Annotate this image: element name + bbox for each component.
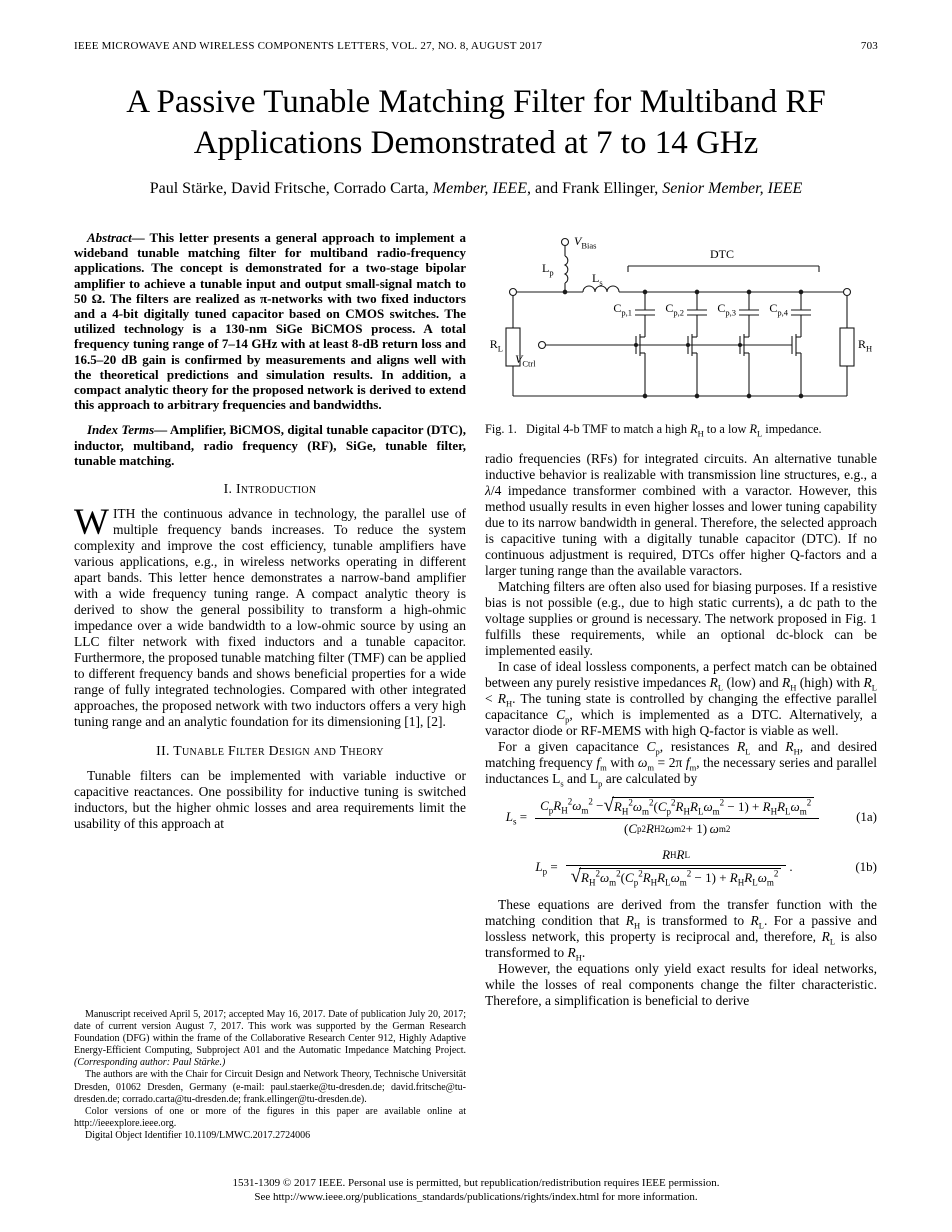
right-paragraph-5: These equations are derived from the transfer function with the matching condition that $R_H$ is transformed to $R_L$. For a passive and lossless network, this property is reciprocal and, therefore, $R_L$ is also transformed to $R_H$.: [485, 896, 878, 963]
left-column: [74, 230, 466, 1142]
index-terms: [74, 422, 466, 468]
equation-1b-radicand: $R_H^2\omega_m^2(C_p^2R_HR_L\omega_m^2 - 1) + R_HR_L\omega_m^2$: [579, 868, 781, 887]
dtc-branch-3: [739, 290, 759, 398]
two-column-body: [74, 230, 878, 1142]
equation-1b-period: .: [789, 858, 793, 874]
sqrt-radical: [604, 797, 815, 816]
label-cp4: $C_{p,4}$: [769, 301, 788, 318]
equation-1a-number: (1a): [856, 808, 877, 824]
copyright-footer: [0, 1176, 952, 1204]
abstract-label: Abstract—: [87, 230, 145, 245]
equation-1b-numerator: R H R L: [662, 846, 690, 862]
left-port-terminal: [510, 289, 517, 296]
journal-title: IEEE MICROWAVE AND WIRELESS COMPONENTS LETTERS, VOL. 27, NO. 8, AUGUST 2017: [74, 40, 543, 52]
right-paragraph-1: radio frequencies (RFs) for integrated circuits. An alternative tunable inductive behavior is realizable with transmission line structures, e.g., a λ/4 impedance transformer combined with a varactor. However, this method usually results in even higher losses and lower tuning capability due to its narrow bandwidth in general. Therefore, the selected approach is capacitive tuning with a digitally tunable capacitor (DTC). If no continuous adjustment is required, DTCs offer higher Q-factors and a larger tuning range than the available varactors.: [485, 451, 877, 578]
abstract: [74, 230, 466, 412]
figure-1-caption: Fig. 1. Digital 4-b TMF to match a high $R_H$ to a low $R_L$ impedance.: [485, 422, 822, 439]
equation-1b: [485, 847, 877, 887]
dtc-branch-4: [791, 290, 811, 398]
right-paragraph-6: However, the equations only yield exact results for ideal networks, while the losses of real components change the filter characteristic. Therefore, a simplification is beneficial to derive: [485, 960, 877, 1008]
paper-title: A Passive Tunable Matching Filter for Multiband RF Applications Demonstrated at 7 to 14 GHz: [126, 84, 826, 161]
authors-line: Paul Stärke, David Fritsche, Corrado Carta, Member, IEEE, and Frank Ellinger, Senior Member, IEEE: [149, 180, 803, 197]
right-paragraph-2: Matching filters are often also used for biasing purposes. If a resistive bias is not possible (e.g., due to high static currents), a dc path to the voltage supplies or ground is necessary. The network proposed in Fig. 1 fulfills these requirements, while an optional dc-block can be implemented easily.: [485, 579, 877, 658]
abstract-text: This letter presents a general approach to implement a wideband tunable matching filter for multiband radio-frequency applications. The concept is demonstrated for a two-stage bipolar amplifier to achieve a tunable input and output small-signal match to 50 Ω. The filters are realized as π-networks with two fixed inductors and a 4-bit digitally tuned capacitor based on CMOS switches. The utilized technology is a 130-nm SiGe BiCMOS process. A total frequency tuning range of 7–14 GHz with at least 8-dB return loss and 16.5–20 dB gain is confirmed by measurements and aligns well with the theoretical predictions and simulation results. In addition, a compact analytic theory for the proposed network is derived to extend this approach to arbitrary frequencies and bandwidths.: [74, 230, 466, 413]
resistor-rl: [506, 296, 520, 397]
label-cp3: $C_{p,3}$: [717, 301, 736, 318]
resistor-rh: [840, 296, 854, 397]
footnote-affiliation: The authors are with the Chair for Circuit Design and Network Theory, Technische Universität Dresden, 01062 Dresden, Germany (e-mail: paul.staerke@tu-dresden.de; david.fritsche@tu-dresden.de; corrado.carta@tu-dresden.de; frank.ellinger@tu-dresden.de).: [74, 1069, 466, 1105]
right-paragraph-4: For a given capacitance $C_p$, resistances $R_L$ and $R_H$, and desired matching frequency $f_m$ with $\omega_m = 2\pi$ $f_m$, the necessary series and parallel inductances $L_s$ and $L_p$ are calculated by: [485, 739, 877, 789]
label-dtc: DTC: [710, 247, 734, 261]
intro-paragraph: [74, 502, 466, 730]
equation-1a-lhs: $L_s$ =: [505, 808, 528, 827]
vbias-terminal: [562, 239, 569, 246]
equation-1a-radicand: $R_H^2\omega_m^2(C_p^2R_HR_L\omega_m^2 - 1) + R_HR_L\omega_m^2$: [612, 797, 814, 816]
label-vctrl: $V_{Ctrl}$: [515, 352, 536, 369]
dtc-branch-2: [687, 290, 707, 398]
equation-1b-number: (1b): [855, 858, 877, 874]
page-number: 703: [860, 40, 878, 52]
running-head: [74, 40, 878, 52]
label-rh: $R_H$: [858, 337, 873, 354]
section2-paragraph: Tunable filters can be implemented with variable inductive or capacitive reactances. One possibility for inductive tuning is switched inductors, but the higher ohmic losses and area requirements limit the usability of this approach at: [74, 768, 466, 832]
right-port-terminal: [844, 289, 851, 296]
intro-text: the continuous advance in technology, the parallel use of multiple frequency bands increases. To reduce the system complexity and improve the cost efficiency, tunable amplifiers have various applications, e.g., in wireless networks operating in different apart bands. This letter hence demonstrates a narrow-band amplifier with a wide frequency tuning range. A compact analytic theory is derived to show the general possibility to transform a high-ohmic impedance over a wide bandwidth to a low-ohmic source by using an LLC filter network with fixed inductors and a tunable capacitor. Furthermore, the proposed tunable matching filter (TMF) can be applied to different frequency bands and shows beneficial properties for a wide range of fully integrated technologies. Compared with other integrated approaches, the proposed network with two inductors offers a very high tuning range and an analytic foundation for its dimensioning [1], [2].: [74, 506, 466, 730]
intro-lead: ITH: [112, 506, 136, 522]
label-lp: $L_p$: [542, 261, 554, 278]
index-terms-text: Amplifier, BiCMOS, digital tunable capacitor (DTC), inductor, multiband, radio frequency (RF), SiGe, tunable filter, tunable matching.: [74, 422, 466, 468]
footnote-doi: Digital Object Identifier 10.1109/LMWC.2017.2724006: [85, 1129, 311, 1141]
bias-branch: [562, 239, 569, 294]
equation-1b-lhs: $L_p$ =: [535, 858, 558, 877]
footnote-color-versions: Color versions of one or more of the figures in this paper are available online at http://ieeexplore.ieee.org.: [74, 1105, 466, 1129]
equation-1a-fraction: [535, 797, 819, 837]
label-cp2: $C_{p,2}$: [665, 301, 684, 318]
sqrt-radical: [570, 865, 782, 888]
label-ls: $L_s$: [592, 271, 603, 288]
label-vbias: $V_{Bias}$: [574, 234, 597, 251]
radical-sign: √: [603, 795, 614, 816]
section-heading-tunable-filter: II. Tunable Filter Design and Theory: [156, 743, 384, 759]
section-heading-introduction: I. Introduction: [223, 481, 317, 497]
copyright-line-1: 1531-1309 © 2017 IEEE. Personal use is permitted, but republication/redistribution requires IEEE permission.: [232, 1177, 720, 1189]
figure-1-circuit-diagram: [485, 230, 875, 410]
dtc-bracket: [628, 266, 819, 272]
footnote-manuscript: Manuscript received April 5, 2017; accepted May 16, 2017. Date of publication July 20, 2017; date of current version August 7, 2017. This work was supported by the German Research Foundation (DFG) within the frame of the Collaborative Research Center 912, Highly Adaptive Energy-Efficient Computing, Subproject A01 and the Automatic Impedance Matching Project. (Corresponding author: Paul Stärke.): [74, 1008, 466, 1069]
right-paragraph-3: In case of ideal lossless components, a perfect match can be obtained between any purely resistive impedances $R_L$ (low) and $R_H$ (high) with $R_L < R_H$. The tuning state is controlled by changing the effective parallel capacitance $C_p$, which is implemented as a DTC. Alternatively, a varactor diode or RF-MEMS with high Q-factor is viable as well.: [485, 659, 878, 738]
inductor-lp: [565, 256, 568, 283]
equation-1a-denominator: ( C p 2 R H 2 ω m 2 + 1) ω m 2: [535, 818, 819, 837]
label-rl: $R_L$: [489, 337, 503, 354]
label-cp1: $C_{p,1}$: [613, 301, 632, 318]
copyright-line-2: See http://www.ieee.org/publications_standards/publications/rights/index.html for more information.: [254, 1191, 698, 1203]
equation-1a: [485, 797, 877, 837]
equation-1b-fraction: [566, 847, 787, 887]
first-page-footnotes: [74, 1009, 466, 1142]
index-terms-label: Index Terms—: [87, 422, 168, 438]
control-bus: [539, 342, 793, 349]
figure-1: [485, 230, 877, 437]
vctrl-terminal: [539, 342, 546, 349]
equation-1a-numerator: $C_pR_H^2\omega_m^2$ −: [540, 797, 604, 817]
right-column: [485, 230, 877, 1142]
radical-sign: √: [570, 865, 582, 887]
dtc-branch-1: [635, 290, 655, 398]
dropcap-letter: W: [74, 502, 109, 544]
circuit-schematic: [485, 230, 875, 410]
